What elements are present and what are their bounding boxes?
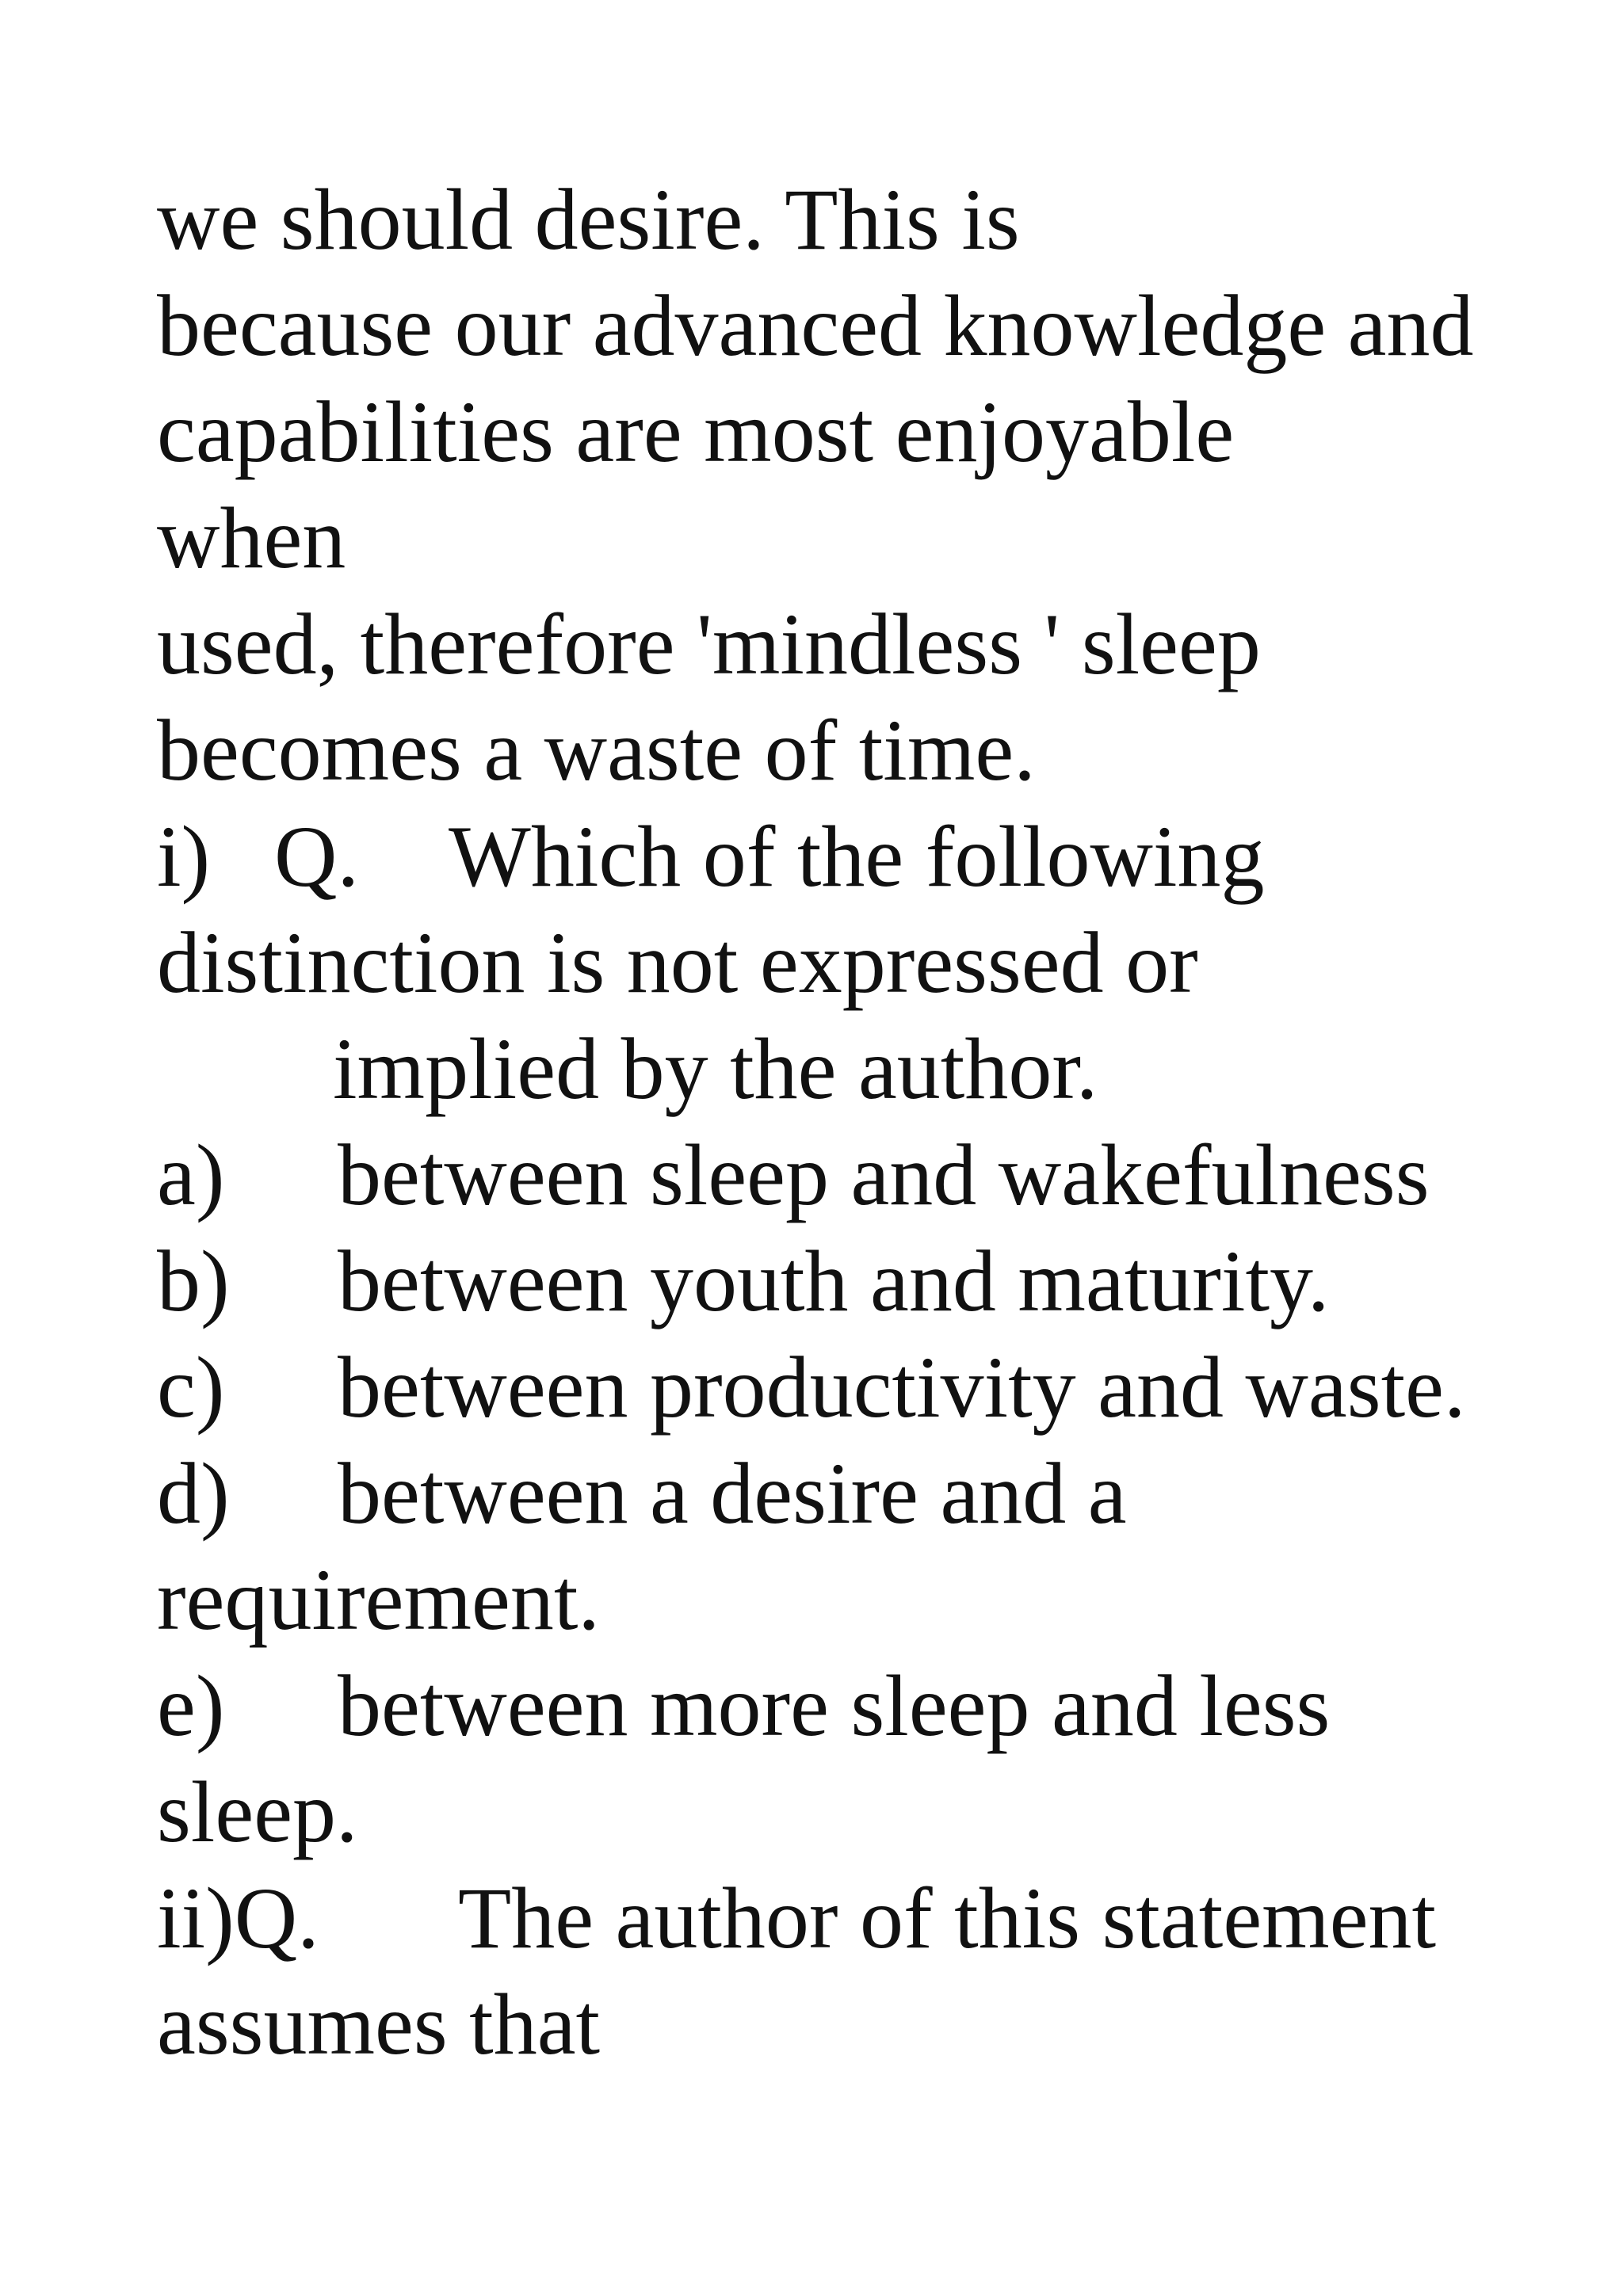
passage-line: capabilities are most enjoyable	[157, 383, 1235, 480]
option-text: between productivity and waste.	[338, 1339, 1466, 1436]
passage-line: because our advanced knowledge and	[157, 277, 1474, 374]
question-1-heading	[157, 803, 1583, 910]
option-a	[157, 1122, 1583, 1228]
question-1-text-continued: distinction is not expressed or	[157, 914, 1198, 1011]
option-text: between a desire and a	[338, 1445, 1127, 1542]
question-1-number: i)	[157, 808, 211, 905]
passage-line: when	[157, 490, 346, 586]
question-1-text-continued: implied by the author.	[333, 1020, 1098, 1117]
question-1-label: Q.	[274, 808, 359, 905]
option-text-continued: sleep.	[157, 1764, 358, 1860]
option-text: between youth and maturity.	[338, 1233, 1330, 1329]
option-marker: b)	[157, 1233, 230, 1329]
question-1-text: Which of the following	[449, 808, 1265, 905]
question-2-number-label: ii)Q.	[157, 1870, 319, 1966]
option-marker: e)	[157, 1657, 225, 1754]
document-body	[157, 166, 1583, 2077]
passage-line: becomes a waste of time.	[157, 702, 1036, 799]
question-2-heading	[157, 1865, 1583, 1971]
option-b	[157, 1228, 1583, 1334]
option-marker: c)	[157, 1339, 225, 1436]
passage-line: we should desire. This is	[157, 171, 1020, 268]
option-e	[157, 1653, 1583, 1759]
option-marker: a)	[157, 1127, 225, 1223]
question-2-text: The author of this statement	[458, 1870, 1437, 1966]
question-2-text-continued: assumes that	[157, 1976, 601, 2073]
option-marker: d)	[157, 1445, 230, 1542]
option-c	[157, 1334, 1583, 1440]
passage-line: used, therefore 'mindless ' sleep	[157, 596, 1261, 692]
option-text: between more sleep and less	[338, 1657, 1331, 1754]
option-text: between sleep and wakefulness	[338, 1127, 1430, 1223]
option-d	[157, 1440, 1583, 1547]
option-text-continued: requirement.	[157, 1551, 600, 1648]
